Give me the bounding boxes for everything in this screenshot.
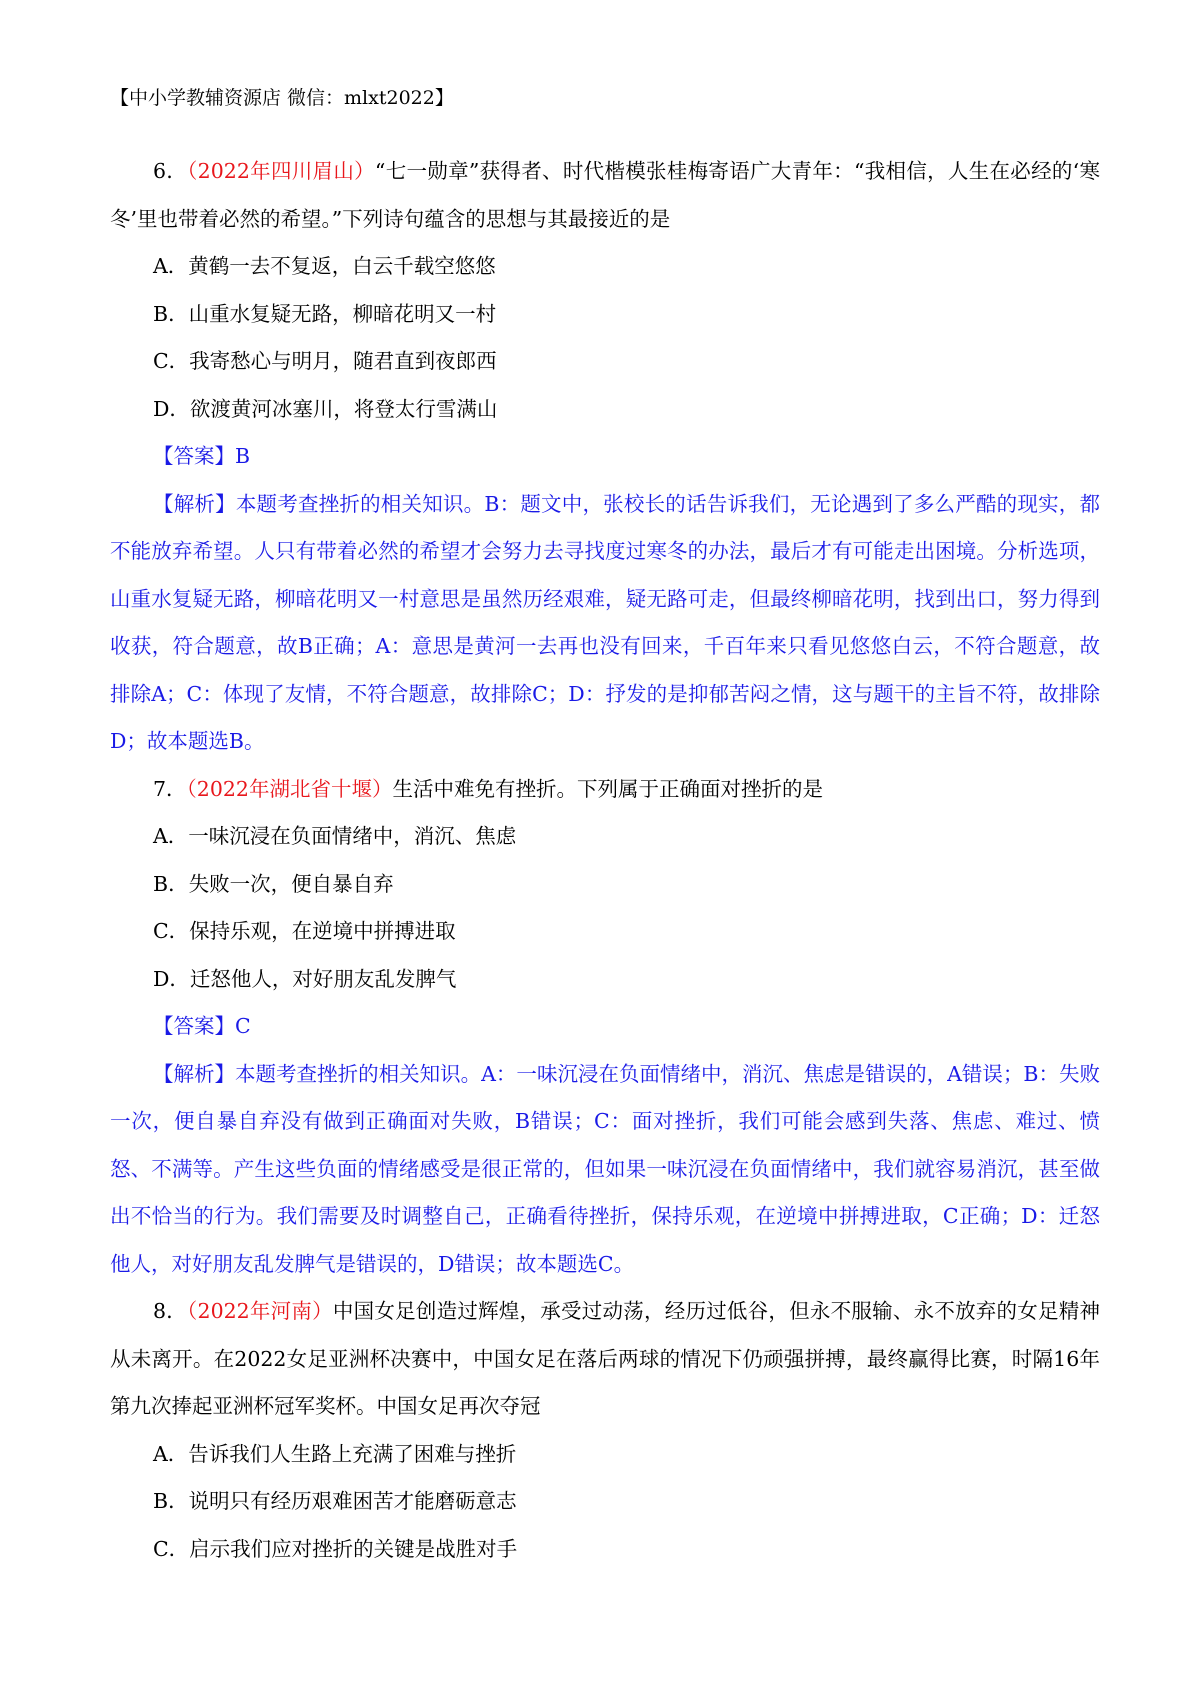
question-stem xyxy=(110,148,1100,243)
option-a: A．一味沉浸在负面情绪中，消沉、焦虑 xyxy=(153,824,517,848)
question-text: “七一勋章”获得者、时代楷模张桂梅寄语广大青年：“我相信，人生在必经的‘寒冬’里也带着必然的希望。”下列诗句蕴含的思想与其最接近的是 xyxy=(110,159,1100,231)
analysis-label: 【解析】 xyxy=(153,491,236,516)
option-a: A．告诉我们人生路上充满了困难与挫折 xyxy=(153,1441,517,1466)
question-number: 6． xyxy=(153,159,188,183)
option-d: D．欲渡黄河冰塞川，将登太行雪满山 xyxy=(153,396,498,421)
question-source: （2022年四川眉山） xyxy=(187,159,375,183)
analysis xyxy=(110,1051,1100,1289)
option-b: B．说明只有经历艰难困苦才能磨砺意志 xyxy=(153,1489,517,1513)
answer: 【答案】B xyxy=(153,444,251,468)
option-a: A．黄鹤一去不复返，白云千载空悠悠 xyxy=(153,254,496,278)
question-7 xyxy=(110,766,1100,1289)
page-header: 【中小学教辅资源店 微信：mlxt2022】 xyxy=(110,87,454,109)
question-source: （2022年河南） xyxy=(187,1299,333,1323)
option-d: D．迁怒他人，对好朋友乱发脾气 xyxy=(153,966,457,991)
option-c: C．保持乐观，在逆境中拼搏进取 xyxy=(153,919,456,943)
question-number: 8． xyxy=(153,1299,188,1323)
option-b: B．失败一次，便自暴自弃 xyxy=(153,871,394,896)
analysis xyxy=(110,481,1100,766)
page-content xyxy=(110,148,1100,1573)
question-number: 7． xyxy=(153,776,187,801)
question-source: （2022年湖北省十堰） xyxy=(186,776,393,801)
question-text: 生活中难免有挫折。下列属于正确面对挫折的是 xyxy=(392,776,823,801)
option-c: C．启示我们应对挫折的关键是战胜对手 xyxy=(153,1536,518,1561)
option-c: C．我寄愁心与明月，随君直到夜郎西 xyxy=(153,349,497,373)
question-6 xyxy=(110,148,1100,766)
answer: 【答案】C xyxy=(153,1014,251,1038)
question-stem xyxy=(110,766,1100,814)
analysis-label: 【解析】 xyxy=(153,1061,236,1086)
question-8 xyxy=(110,1288,1100,1573)
analysis-text: 本题考查挫折的相关知识。B：题文中，张校长的话告诉我们，无论遇到了多么严酷的现实，都不能放弃希望。人只有带着必然的希望才会努力去寻找度过寒冬的办法，最后才有可能走出困境。分析选项，山重水复疑无路，柳暗花明又一村意思是虽然历经艰难，疑无路可走，但最终柳暗花明，找到出口，努力得到收获，符合题意，故B正确；A：意思是黄河一去再也没有回来，千百年来只看见悠悠白云，不符合题意，故排除A；C：体现了友情，不符合题意，故排除C；D：抒发的是抑郁苦闷之情，这与题干的主旨不符，故排除D；故本题选B。 xyxy=(110,491,1101,753)
option-b: B．山重水复疑无路，柳暗花明又一村 xyxy=(153,301,497,326)
question-stem xyxy=(110,1288,1100,1431)
question-text: 中国女足创造过辉煌，承受过动荡，经历过低谷，但永不服输、永不放弃的女足精神从未离开。在2022女足亚洲杯决赛中，中国女足在落后两球的情况下仍顽强拼搏，最终赢得比赛，时隔16年第九次捧起亚洲杯冠军奖杯。中国女足再次夺冠 xyxy=(110,1299,1101,1418)
analysis-text: 本题考查挫折的相关知识。A：一味沉浸在负面情绪中，消沉、焦虑是错误的，A错误；B：失败一次，便自暴自弃没有做到正确面对失败，B错误；C：面对挫折，我们可能会感到失落、焦虑、难过、愤怒、不满等。产生这些负面的情绪感受是很正常的，但如果一味沉浸在负面情绪中，我们就容易消沉，甚至做出不恰当的行为。我们需要及时调整自己，正确看待挫折，保持乐观，在逆境中拼搏进取，C正确；D：迁怒他人，对好朋友乱发脾气是错误的，D错误；故本题选C。 xyxy=(110,1061,1101,1276)
